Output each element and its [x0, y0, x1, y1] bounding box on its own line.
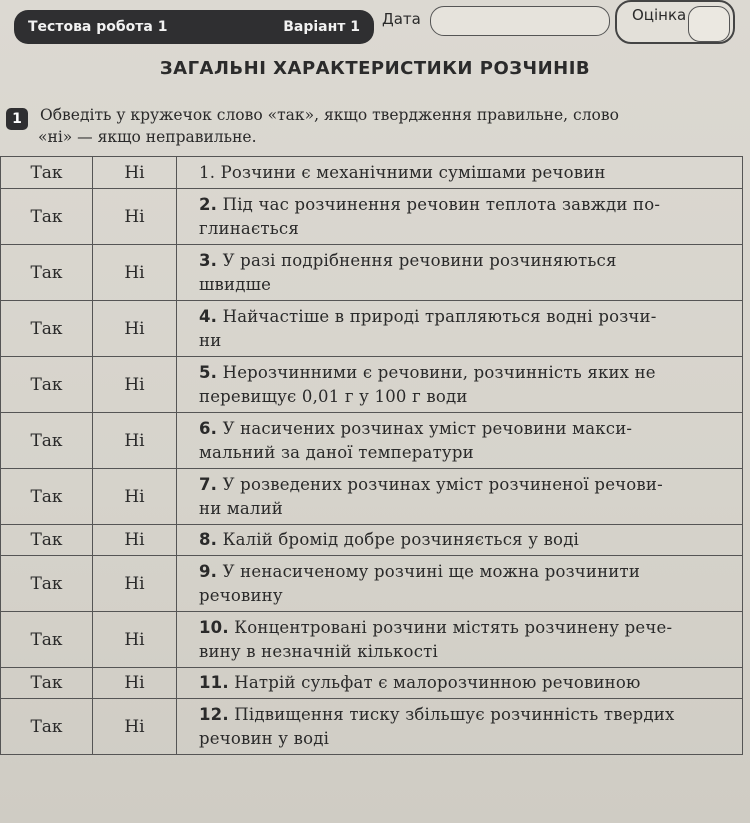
- table-row: [1, 525, 743, 556]
- statement-text: [177, 556, 743, 612]
- statement-text: [177, 699, 743, 755]
- statement-line-2: вину в незначній кількості: [199, 641, 438, 661]
- statement-line-1: У розведених розчинах уміст розчиненої речови-: [222, 474, 663, 494]
- statement-line-2: швидше: [199, 274, 272, 294]
- answer-no[interactable]: Ні: [93, 612, 177, 668]
- answer-no[interactable]: Ні: [93, 525, 177, 556]
- statement-line-1: Концентровані розчини містять розчинену рече-: [234, 617, 673, 637]
- table-row: [1, 668, 743, 699]
- answer-yes[interactable]: Так: [1, 525, 93, 556]
- table-row: [1, 556, 743, 612]
- statement-line-1: Натрій сульфат є малорозчинною речовиною: [234, 673, 641, 692]
- answer-no[interactable]: Ні: [93, 668, 177, 699]
- statement-number: 9.: [199, 561, 218, 581]
- answer-yes[interactable]: Так: [1, 301, 93, 357]
- statement-line-1: У разі подрібнення речовини розчиняються: [222, 250, 617, 270]
- statement-line-2: ни малий: [199, 498, 283, 518]
- statement-line-1: Підвищення тиску збільшує розчинність твердих: [234, 704, 675, 724]
- statement-number: 6.: [199, 418, 218, 438]
- statement-line-1: У ненасиченому розчині ще можна розчинити: [222, 561, 641, 581]
- grade-field[interactable]: [688, 6, 730, 42]
- answer-no[interactable]: Ні: [93, 413, 177, 469]
- statement-number: 5.: [199, 362, 218, 382]
- variant-label: Варіант 1: [283, 19, 360, 35]
- table-row: [1, 413, 743, 469]
- statement-line-1: Калій бромід добре розчиняється у воді: [222, 530, 580, 549]
- answer-no[interactable]: Ні: [93, 301, 177, 357]
- table-row: [1, 301, 743, 357]
- answer-yes[interactable]: Так: [1, 469, 93, 525]
- table-row: [1, 357, 743, 413]
- statement-number: 2.: [199, 194, 218, 214]
- statement-text: [177, 413, 743, 469]
- table-row: [1, 245, 743, 301]
- table-row: [1, 469, 743, 525]
- answer-no[interactable]: Ні: [93, 469, 177, 525]
- statement-line-2: перевищує 0,01 г у 100 г води: [199, 386, 468, 406]
- answer-yes[interactable]: Так: [1, 699, 93, 755]
- statement-line-2: глинається: [199, 218, 299, 238]
- statement-number: 12.: [199, 704, 229, 724]
- statement-number: 4.: [199, 306, 218, 326]
- task-number-badge: 1: [6, 108, 28, 130]
- answer-yes[interactable]: Так: [1, 357, 93, 413]
- statement-line-1: Нерозчинними є речовини, розчинність яких не: [222, 362, 656, 382]
- statement-number: 11.: [199, 673, 229, 692]
- page-title: ЗАГАЛЬНІ ХАРАКТЕРИСТИКИ РОЗЧИНІВ: [159, 58, 591, 79]
- table-row: [1, 189, 743, 245]
- header-no[interactable]: Ні: [93, 157, 177, 189]
- answer-yes[interactable]: Так: [1, 189, 93, 245]
- statement-line-2: мальний за даної температури: [199, 442, 474, 462]
- statement-text: [177, 357, 743, 413]
- header-bar: [14, 10, 374, 44]
- statements-table: [0, 156, 743, 755]
- answer-yes[interactable]: Так: [1, 556, 93, 612]
- statement-text: [177, 525, 743, 556]
- statement-line-1: У насичених розчинах уміст речовини макси-: [222, 418, 633, 438]
- statement-line-2: ни: [199, 330, 222, 350]
- statement-text: [177, 301, 743, 357]
- answer-yes[interactable]: Так: [1, 245, 93, 301]
- instruction-line-1: Обведіть у кружечок слово «так», якщо твердження правильне, слово: [40, 106, 619, 124]
- statement-line-1: Найчастіше в природі трапляються водні розчи-: [222, 306, 657, 326]
- statement-text: [177, 668, 743, 699]
- header-yes[interactable]: Так: [1, 157, 93, 189]
- answer-no[interactable]: Ні: [93, 189, 177, 245]
- answer-no[interactable]: Ні: [93, 699, 177, 755]
- statement-text: [177, 245, 743, 301]
- statement-1-text: 1. Розчини є механічними сумішами речовин: [199, 162, 606, 182]
- answer-no[interactable]: Ні: [93, 245, 177, 301]
- statement-text: [177, 189, 743, 245]
- answer-yes[interactable]: Так: [1, 612, 93, 668]
- statement-number: 8.: [199, 530, 218, 549]
- table-row: [1, 612, 743, 668]
- statement-number: 3.: [199, 250, 218, 270]
- statement-number: 7.: [199, 474, 218, 494]
- test-name: Тестова робота 1: [28, 19, 168, 35]
- answer-yes[interactable]: Так: [1, 413, 93, 469]
- instruction-line-2: «ні» — якщо неправильне.: [38, 128, 257, 146]
- statement-1: [177, 157, 743, 189]
- table-row: [1, 699, 743, 755]
- statement-text: [177, 469, 743, 525]
- answer-yes[interactable]: Так: [1, 668, 93, 699]
- grade-label: Оцінка: [632, 6, 687, 24]
- statement-text: [177, 612, 743, 668]
- date-field[interactable]: [430, 6, 610, 36]
- date-label: Дата: [382, 10, 421, 28]
- statement-line-1: Під час розчинення речовин теплота завжди по-: [222, 194, 661, 214]
- answer-no[interactable]: Ні: [93, 357, 177, 413]
- statement-number: 10.: [199, 617, 229, 637]
- statement-line-2: речовин у воді: [199, 728, 330, 748]
- answer-no[interactable]: Ні: [93, 556, 177, 612]
- task-instruction: [40, 104, 740, 148]
- statement-line-2: речовину: [199, 585, 283, 605]
